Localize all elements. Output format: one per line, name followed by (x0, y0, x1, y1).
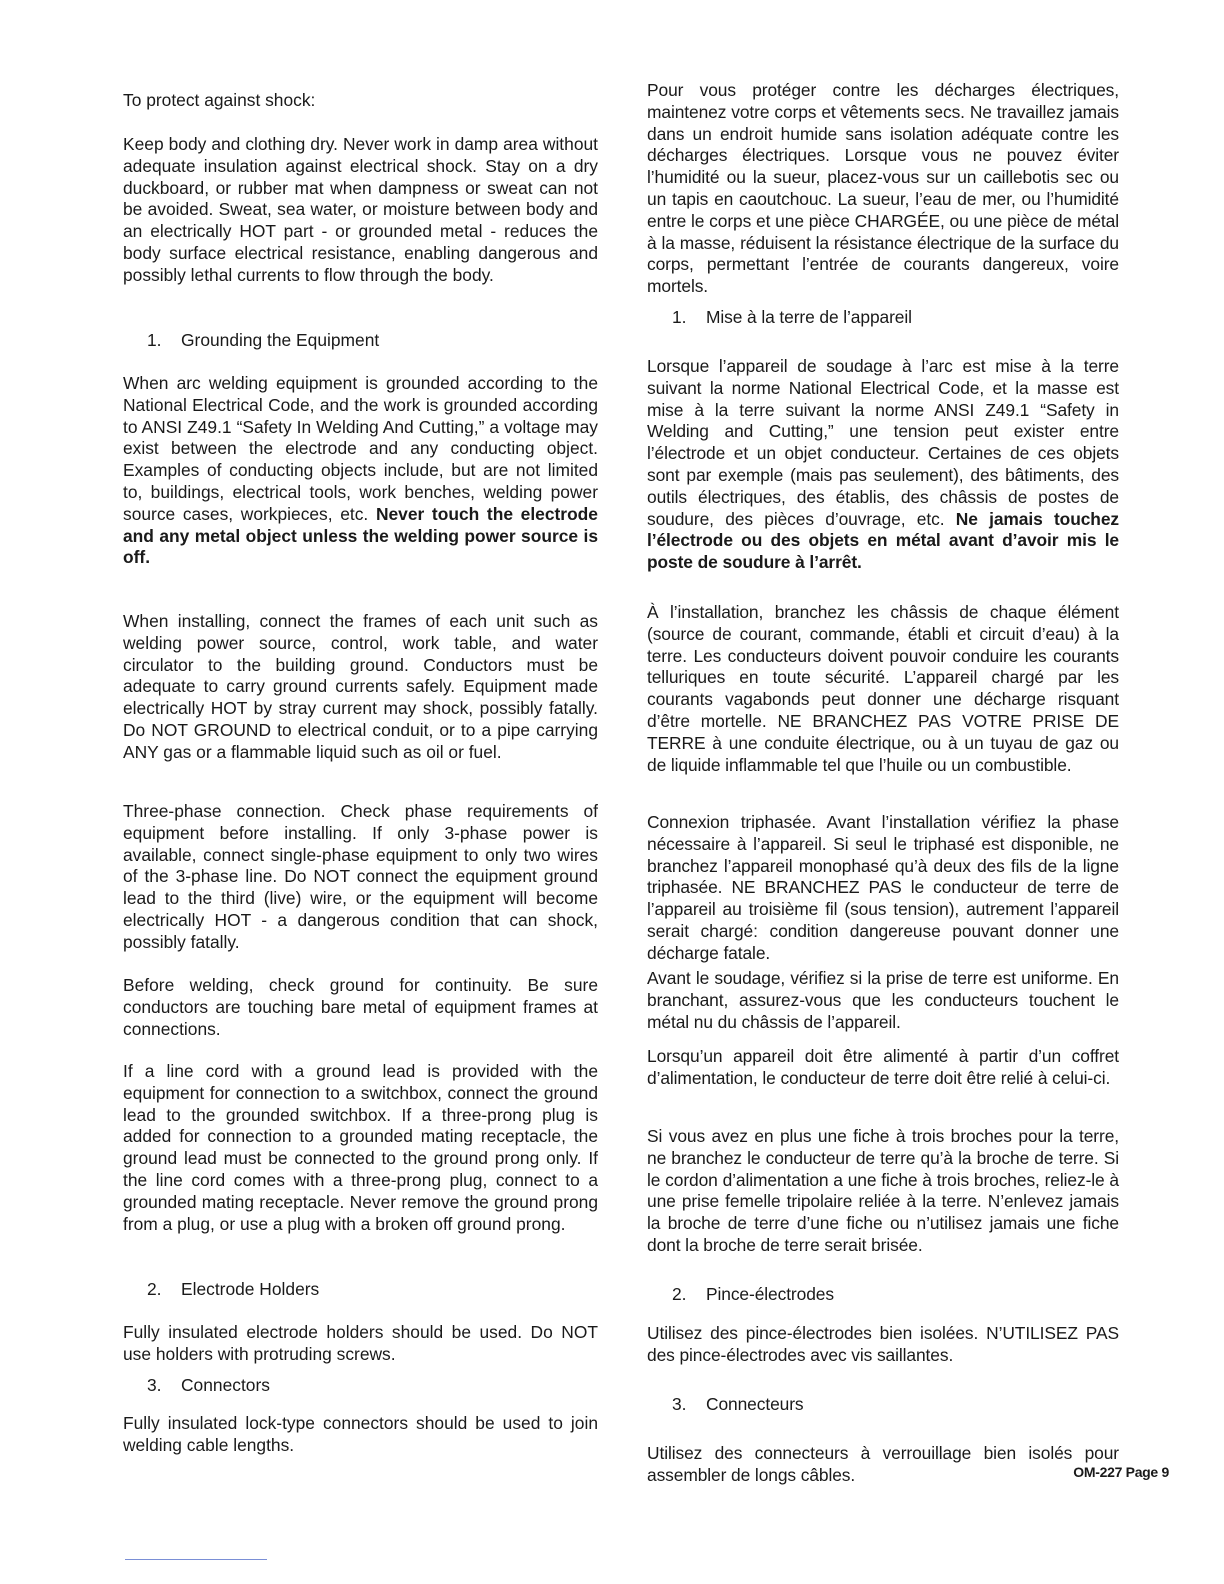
grounding-paragraph (123, 373, 598, 569)
section-3-heading (147, 1375, 597, 1397)
line-cord-paragraph: If a line cord with a ground lead is provided with the equipment for connection to a switchbox, connect the ground lead to the grounded switchbox. If a three-prong plug is added for connection to a grounded mating receptacle, the ground lead must be connected to the ground prong only. If the line cord comes with a three-prong plug, connect to a grounded mating receptacle. Never remove the ground prong from a plug, or use a plug with a broken off ground prong. (123, 1061, 598, 1234)
fr-section-1-number: 1. (672, 307, 687, 327)
fr-continuity-paragraph: Avant le soudage, vérifiez si la prise de terre est uniforme. En branchant, assurez-vous que les conducteurs touchent le métal nu du châssis de l’appareil. (647, 968, 1119, 1032)
shock-paragraph: Keep body and clothing dry. Never work in damp area without adequate insulation against electrical shock. Stay on a dry duckboard, or rubber mat when dampness or sweat can not be avoided. Sweat, sea water, or moisture between body and an electrically HOT part - or grounded metal - reduces the body surface electrical resistance, enabling dangerous and possibly lethal currents to flow through the body. (123, 134, 598, 285)
section-3-title: Connectors (181, 1375, 270, 1395)
fr-connectors-paragraph: Utilisez des connecteurs à verrouillage bien isolés pour assembler de longs câbles. (647, 1443, 1119, 1485)
section-2-heading (147, 1279, 597, 1301)
fr-section-2-heading (672, 1284, 1119, 1306)
fr-section-1-heading (672, 307, 1119, 329)
fr-section-2-number: 2. (672, 1284, 687, 1304)
fr-three-prong-paragraph: Si vous avez en plus une fiche à trois broches pour la terre, ne branchez le conducteur de terre qu’à la broche de terre. Si le cordon d’alimentation a une fiche à trois broches, reliez-le à une prise femelle tripolaire reliée à la terre. N’enlevez jamais la broche de terre d’une fiche ou n’utilisez jamais une fiche dont la broche de terre serait brisée. (647, 1126, 1119, 1255)
three-phase-paragraph: Three-phase connection. Check phase requirements of equipment before installing. If only 3-phase power is available, connect single-phase equipment to only two wires of the 3-phase line. Do NOT connect the equipment ground lead to the third (live) wire, or the equipment will become electrically HOT - a dangerous condition that can shock, possibly fatally. (123, 801, 598, 952)
section-1-number: 1. (147, 330, 162, 350)
section-2-title: Electrode Holders (181, 1279, 320, 1299)
installing-paragraph: When installing, connect the frames of each unit such as welding power source, control, work table, and water circulator to the building ground. Conductors must be adequate to carry ground currents safely. Equipment made electrically HOT by stray current may shock, possibly fatally. Do NOT GROUND to electrical conduit, or to a pipe carrying ANY gas or a flammable liquid such as oil or fuel. (123, 611, 598, 762)
shock-heading: To protect against shock: (123, 90, 316, 110)
electrode-holders-paragraph: Fully insulated electrode holders should be used. Do NOT use holders with protruding screws. (123, 1322, 598, 1364)
fr-section-1-title: Mise à la terre de l’appareil (706, 307, 912, 327)
fr-line-cord-paragraph: Lorsqu’un appareil doit être alimenté à partir d’un coffret d’alimentation, le conducteur de terre doit être relié à celui-ci. (647, 1046, 1119, 1088)
fr-section-3-heading (672, 1394, 1119, 1416)
fr-grounding-paragraph (647, 356, 1119, 574)
fr-section-2-title: Pince-électrodes (706, 1284, 834, 1304)
fr-grounding-warning: Ne jamais touchez l’électrode ou des objets en métal avant d’avoir mis le poste de soudure à l’arrêt. (647, 508, 1119, 573)
fr-installing-paragraph: À l’installation, branchez les châssis de chaque élément (source de courant, commande, établi et circuit d’eau) à la terre. Les conducteurs doivent pouvoir conduire les courants telluriques en toute sécurité. L’appareil chargé par les courants vagabonds peut donner une décharge risquant d’être mortelle. NE BRANCHEZ PAS VOTRE PRISE DE TERRE à une conduite électrique, ou à un tuyau de gaz ou de liquide inflammable tel que l’huile ou un combustible. (647, 602, 1119, 775)
connectors-paragraph: Fully insulated lock-type connectors should be used to join welding cable lengths. (123, 1413, 598, 1455)
section-3-number: 3. (147, 1375, 162, 1395)
fr-section-3-title: Connecteurs (706, 1394, 804, 1414)
fr-three-phase-paragraph: Connexion triphasée. Avant l’installation vérifiez la phase nécessaire à l’appareil. Si seul le triphasé est disponible, ne branchez l’appareil monophasé qu’à deux des fils de la ligne triphasée. NE BRANCHEZ PAS le conducteur de terre de l’appareil au troisième fil (sous tension), autrement l’appareil serait chargé: condition dangereuse pouvant donner une décharge fatale. (647, 812, 1119, 963)
page-number: OM-227 Page 9 (1073, 1464, 1169, 1480)
section-1-title: Grounding the Equipment (181, 330, 380, 350)
fr-section-3-number: 3. (672, 1394, 687, 1414)
grounding-text: When arc welding equipment is grounded according to the National Electrical Code, and the work is grounded according to ANSI Z49.1 “Safety In Welding And Cutting,” a voltage may exist between the electrode and any conducting object. Examples of conducting objects include, but are not limited to, buildings, electrical tools, work benches, welding power source cases, workpieces, etc. (123, 373, 598, 524)
fr-electrode-holders-paragraph: Utilisez des pince-électrodes bien isolées. N’UTILISEZ PAS des pince-électrodes avec vis saillantes. (647, 1323, 1119, 1365)
fr-grounding-text: Lorsque l’appareil de soudage à l’arc est mise à la terre suivant la norme National Electrical Code, et la masse est mise à la terre suivant la norme ANSI Z49.1 “Safety in Welding and Cutting,” une tension peut exister entre l’électrode et un objet conducteur. Certaines de ces objets sont par exemple (mais pas seulement), des bâtiments, des outils électriques, des établis, des châssis de postes de soudure, des pièces d’ouvrage, etc. (647, 356, 1119, 529)
continuity-paragraph: Before welding, check ground for continuity. Be sure conductors are touching bare metal of equipment frames at connections. (123, 975, 598, 1039)
bottom-rule (125, 1559, 267, 1560)
grounding-warning: Never touch the electrode and any metal object unless the welding power source is off. (123, 503, 598, 568)
fr-shock-paragraph: Pour vous protéger contre les décharges électriques, maintenez votre corps et vêtements secs. Ne travaillez jamais dans un endroit humide sans isolation adéquate contre les décharges électriques. Lorsque vous ne pouvez éviter l’humidité ou la sueur, placez-vous sur un caillebotis sec ou un tapis en caoutchouc. La sueur, l’eau de mer, ou l’humidité entre le corps et une pièce CHARGÉE, ou une pièce de métal à la masse, réduisent la résistance électrique de la surface du corps, permettant l’entrée de courants dangereux, voire mortels. (647, 80, 1119, 297)
section-2-number: 2. (147, 1279, 162, 1299)
section-1-heading (147, 330, 597, 352)
